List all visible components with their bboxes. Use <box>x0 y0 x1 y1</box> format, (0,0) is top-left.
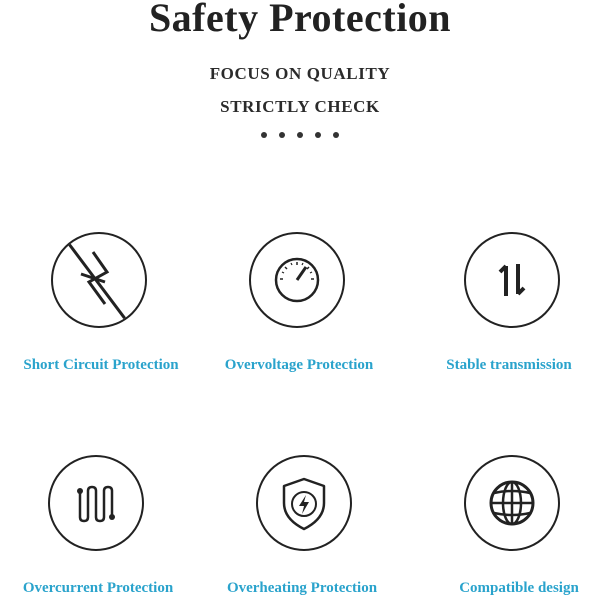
globe-icon <box>464 455 560 551</box>
no-lightning-icon <box>51 232 147 328</box>
feature-label-stable-transmission: Stable transmission <box>446 357 572 373</box>
shield-lightning-icon <box>256 455 352 551</box>
divider-dot <box>297 132 303 138</box>
divider-dot <box>261 132 267 138</box>
divider-dots <box>0 132 600 138</box>
divider-dot <box>315 132 321 138</box>
feature-label-overheating: Overheating Protection <box>226 580 378 596</box>
subtitle-check: STRICTLY CHECK <box>220 97 380 116</box>
feature-label-compatible: Compatible design <box>459 580 579 596</box>
divider-dot <box>333 132 339 138</box>
feature-label-short-circuit: Short Circuit Protection <box>23 357 179 373</box>
feature-label-overvoltage: Overvoltage Protection <box>224 357 374 373</box>
feature-label-overcurrent: Overcurrent Protection <box>22 580 174 596</box>
divider-dot <box>279 132 285 138</box>
subtitle-focus: FOCUS ON QUALITY <box>209 64 391 83</box>
gauge-icon <box>249 232 345 328</box>
transfer-arrows-icon <box>464 232 560 328</box>
page-title: Safety Protection <box>148 0 452 40</box>
coil-circuit-icon <box>48 455 144 551</box>
